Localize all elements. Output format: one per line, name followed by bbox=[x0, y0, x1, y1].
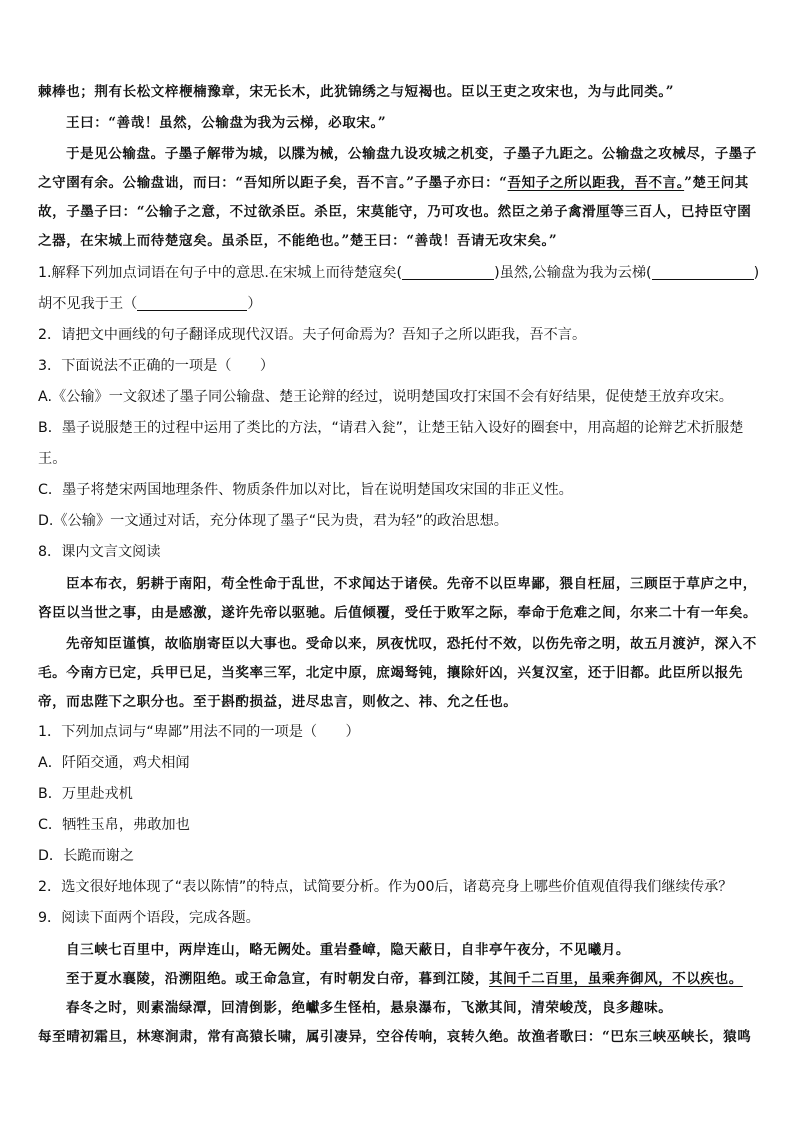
q8-1-option-c: C．牺牲玉帛，弗敢加也 bbox=[38, 817, 190, 833]
question-3-option-b: B．墨子说服楚王的过程中运用了类比的方法，“请君入瓮”，让楚王钻入设好的圈套中，用高超的论辩艺术折服楚王。 bbox=[38, 420, 744, 467]
passage3-underlined-sentence: 其间千二百里，虽乘奔御风，不以疾也。 bbox=[489, 971, 743, 987]
question-1 bbox=[38, 258, 760, 320]
passage3-paragraph-2 bbox=[38, 965, 760, 994]
q8-2: 2．选文很好地体现了“表以陈情”的特点，试简要分析。作为00后，诸葛亮身上哪些价值观值得我们继续传承？ bbox=[38, 879, 733, 895]
question-3-option-c: C．墨子将楚宋两国地理条件、物质条件加以对比，旨在说明楚国攻宋国的非正义性。 bbox=[38, 482, 573, 498]
q8-1-option-b: B．万里赴戎机 bbox=[38, 786, 133, 802]
q1-part5: ） bbox=[247, 296, 262, 312]
answer-blank-3[interactable] bbox=[137, 294, 247, 311]
q1-part1: 1.解释下列加点词语在句子中的意思.在宋城上而待楚寇矣( bbox=[38, 265, 403, 281]
passage1-c-part2: ”楚王问其故，子墨子曰：“公输子之意，不过欲杀臣。杀臣，宋莫能守，乃可攻也。然臣之弟子禽滑厘等三百人，已持臣守圉之器，在宋城上而待楚寇矣。虽杀臣，不能绝也。”楚王曰：“善哉！吾请无攻宋矣。” bbox=[38, 175, 752, 249]
passage1-paragraph-c bbox=[38, 140, 760, 256]
passage3-paragraph-1: 自三峡七百里中，两岸连山，略无阙处。重岩叠嶂，隐天蔽日，自非亭午夜分，不见曦月。 bbox=[66, 942, 630, 958]
section-8-title: 8．课内文言文阅读 bbox=[38, 544, 161, 560]
question-2: 2．请把文中画线的句子翻译成现代汉语。夫子何命焉为？吾知子之所以距我，吾不言。 bbox=[38, 327, 587, 343]
passage2-paragraph-2: 先帝知臣谨慎，故临崩寄臣以大事也。受命以来，夙夜忧叹，恐托付不效，以伤先帝之明，故五月渡泸，深入不毛。今南方已定，兵甲已足，当奖率三军，北定中原，庶竭驽钝，攘除奸凶，兴复汉室，还于旧都。此臣所以报先帝，而忠陛下之职分也。至于斟酌损益，进尽忠言，则攸之、祎、允之任也。 bbox=[38, 636, 757, 710]
question-3-option-d: D.《公输》一文通过对话，充分体现了墨子“民为贵，君为轻”的政治思想。 bbox=[38, 513, 508, 529]
underlined-sentence: 吾知子之所以距我，吾不言。 bbox=[507, 175, 685, 191]
section-9-title: 9．阅读下面两个语段，完成各题。 bbox=[38, 910, 260, 926]
q1-part4: 胡不见我于王（ bbox=[38, 296, 138, 312]
passage1-line-b: 王曰：“善哉！虽然，公输盘为我为云梯，必取宋。” bbox=[66, 115, 387, 131]
passage3-paragraph-3: 春冬之时，则素湍绿潭，回清倒影，绝巘多生怪柏，悬泉瀑布，飞漱其间，清荣峻茂，良多趣味。 bbox=[66, 1000, 673, 1016]
passage1-c-part1: 于是见公输盘。子墨子解带为城，以牒为械，公输盘九设攻城之机变，子墨子九距之。公输盘之攻械尽，子墨子之守圉有余。公输盘诎，而曰：“吾知所以距子矣，吾不言。”子墨子亦曰：“ bbox=[38, 146, 757, 191]
passage1-line-a: 棘棒也；荆有长松文梓楩楠豫章，宋无长木，此犹锦绣之与短褐也。臣以王吏之攻宋也，为与此同类。” bbox=[38, 84, 675, 100]
passage3-p2-part1: 至于夏水襄陵，沿溯阻绝。或王命急宣，有时朝发白帝，暮到江陵， bbox=[66, 971, 489, 987]
q1-part3: ) bbox=[753, 265, 760, 281]
q8-1-option-a: A．阡陌交通，鸡犬相闻 bbox=[38, 755, 190, 771]
question-3-option-a: A.《公输》一文叙述了墨子同公输盘、楚王论辩的经过，说明楚国攻打宋国不会有好结果，促使楚王放弃攻宋。 bbox=[38, 389, 733, 405]
document-page bbox=[38, 78, 760, 1052]
q8-1-option-d: D．长跪而谢之 bbox=[38, 848, 135, 864]
question-3-stem: 3．下面说法不正确的一项是（ ） bbox=[38, 358, 275, 374]
q1-part2: )虽然,公输盘为我为云梯( bbox=[494, 265, 652, 281]
passage2-paragraph-1: 臣本布衣，躬耕于南阳，苟全性命于乱世，不求闻达于诸侯。先帝不以臣卑鄙，猥自枉屈，三顾臣于草庐之中，咨臣以当世之事，由是感激，遂许先帝以驱驰。后值倾覆，受任于败军之际，奉命于危难之间，尔来二十有一年矣。 bbox=[38, 576, 758, 621]
q8-1-stem: 1．下列加点词与“卑鄙”用法不同的一项是（ ） bbox=[38, 724, 360, 740]
passage3-paragraph-4: 每至晴初霜旦，林寒涧肃，常有高猿长啸，属引凄异，空谷传响，哀转久绝。故渔者歌曰：“巴东三峡巫峡长，猿鸣 bbox=[38, 1029, 752, 1045]
answer-blank-2[interactable] bbox=[652, 263, 754, 280]
answer-blank-1[interactable] bbox=[402, 263, 494, 280]
